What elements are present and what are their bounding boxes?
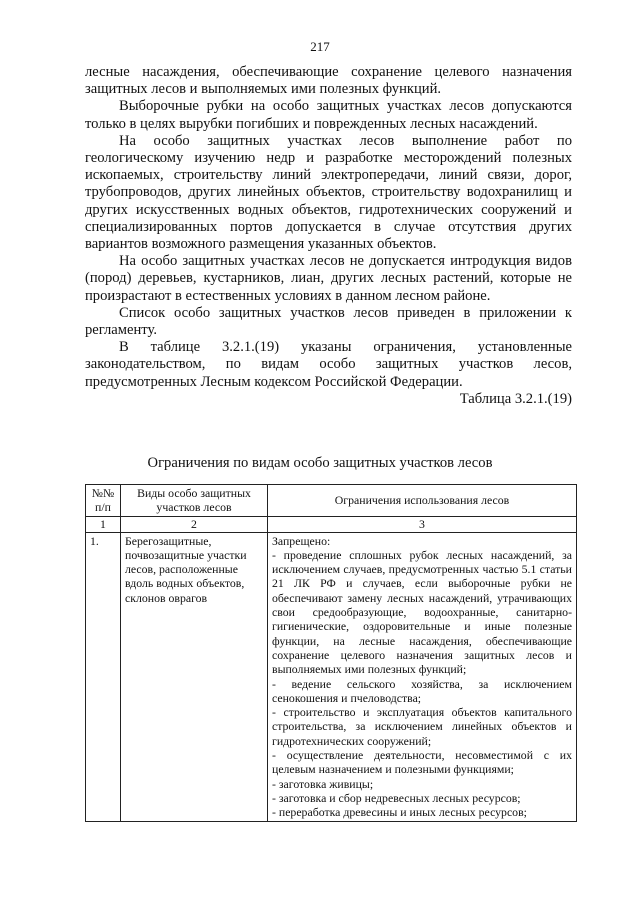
paragraph: Выборочные рубки на особо защитных участках лесов допускаются только в целях вырубки погибших и поврежденных лесных насаждений. (85, 98, 572, 132)
restrictions-table (85, 484, 577, 822)
index-cell: 1 (86, 516, 121, 532)
restriction-item: - осуществление деятельности, несовместимой с их целевым назначением и полезными функциями; (272, 748, 572, 777)
restriction-item: - строительство и эксплуатация объектов капитального строительства, за исключением линейных объектов и гидротехнических сооружений; (272, 705, 572, 748)
row-restrictions (268, 532, 577, 821)
restriction-item: - заготовка живицы; (272, 776, 374, 791)
table-row (86, 532, 577, 821)
table-title: Ограничения по видам особо защитных участков лесов (147, 455, 493, 471)
header-type: Виды особо защитных участков лесов (121, 485, 268, 517)
paragraph: В таблице 3.2.1.(19) указаны ограничения, установленные законодательством, по видам особо защитных участков лесов, предусмотренных Лесным кодексом Российской Федерации. (85, 339, 572, 390)
index-cell: 3 (268, 516, 577, 532)
page-number: 217 (310, 39, 330, 54)
paragraph: Список особо защитных участков лесов приведен в приложении к регламенту. (85, 304, 572, 339)
paragraph: лесные насаждения, обеспечивающие сохранение целевого назначения защитных лесов и выполняемых ими полезных функций. (85, 64, 572, 98)
restriction-item: - проведение сплошных рубок лесных насаждений, за исключением случаев, предусмотренных частью 5.1 статьи 21 ЛК РФ и случаев, если выборочные рубки не обеспечивают замену лесных насаждений, утрачивающих свои средообразующие, водоохранные, санитарно-гигиенические, оздоровительные и иные полезные функции, на лесные насаждения, обеспечивающие сохранение целевого назначения защитных лесов и выполняемых ими полезных функций; (272, 547, 572, 677)
row-type: Берегозащитные, почвозащитные участки лесов, расположенные вдоль водных объектов, склонов оврагов (121, 532, 268, 821)
table-index-row (86, 516, 577, 532)
body-text (85, 64, 572, 408)
table-reference: Таблица 3.2.1.(19) (459, 390, 572, 407)
table-header-row (86, 485, 577, 517)
restriction-item: - заготовка и сбор недревесных лесных ресурсов; (272, 790, 521, 805)
restriction-item: - ведение сельского хозяйства, за исключением сенокошения и пчеловодства; (272, 676, 572, 705)
paragraph: На особо защитных участках лесов выполнение работ по геологическому изучению недр и разработке месторождений полезных ископаемых, строительству линий электропередачи, линий связи, дорог, трубопроводов, других линейных объектов, строительству водохранилищ и других искусственных водных объектов, гидротехнических сооружений и специализированных портов допускается в случае отсутствия других вариантов возможного размещения указанных объектов. (85, 132, 572, 253)
row-number: 1. (86, 532, 121, 821)
header-number: №№ п/п (86, 485, 121, 517)
header-restrictions: Ограничения использования лесов (268, 485, 577, 517)
paragraph: На особо защитных участках лесов не допускается интродукция видов (пород) деревьев, кустарников, лиан, других лесных растений, которые не произрастают в естественных условиях в данном лесном районе. (85, 253, 572, 304)
index-cell: 2 (121, 516, 268, 532)
restriction-item: - переработка древесины и иных лесных ресурсов; (272, 805, 527, 820)
restriction-item: Запрещено: (272, 533, 331, 548)
